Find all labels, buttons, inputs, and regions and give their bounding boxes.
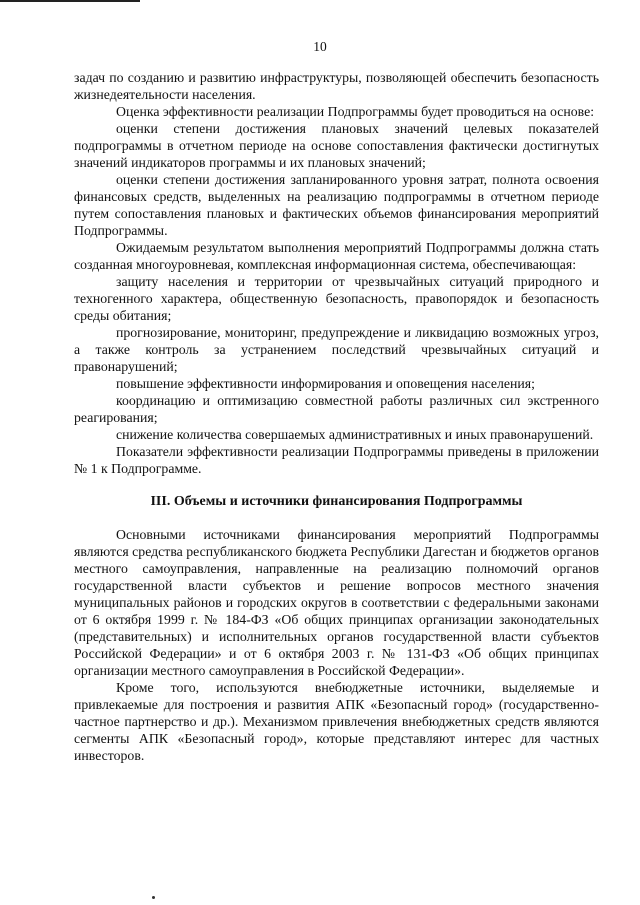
paragraph: Показатели эффективности реализации Подпрограммы приведены в приложении № 1 к Подпрограмме. [74,444,599,476]
paragraph: снижение количества совершаемых административных и иных правонарушений. [116,427,594,442]
paragraph: прогнозирование, мониторинг, предупреждение и ликвидацию возможных угроз, а также контроль за устранением последствий чрезвычайных ситуаций и правонарушений; [74,325,599,374]
paragraphs-before [74,69,599,477]
paragraph: Оценка эффективности реализации Подпрограммы будет проводиться на основе: [116,104,595,119]
paragraph: Кроме того, используются внебюджетные источники, выделяемые и привлекаемые для построения и развития АПК «Безопасный город» (государственно-частное партнерство и др.). Механизмом привлечения внебюджетных средств являются сегменты АПК «Безопасный город», которые представляют интерес для частных инвесторов. [74,680,599,763]
paragraph: защиту населения и территории от чрезвычайных ситуаций природного и техногенного характера, общественную безопасность, правопорядок и безопасность среды обитания; [74,274,599,323]
paragraph: Ожидаемым результатом выполнения мероприятий Подпрограммы должна стать созданная многоуровневая, комплексная информационная система, обеспечивающая: [74,240,599,272]
paragraph: оценки степени достижения запланированного уровня затрат, полнота освоения финансовых средств, выделенных на реализацию подпрограммы в отчетном периоде путем сопоставления плановых и фактических объемов финансирования мероприятий Подпрограммы. [74,172,599,238]
page-number: 10 [313,39,327,54]
paragraph: повышение эффективности информирования и оповещения населения; [116,376,535,391]
document-body [74,69,599,764]
scan-dot [152,896,155,899]
top-rule [0,0,140,2]
paragraph: Основными источниками финансирования мероприятий Подпрограммы являются средства республиканского бюджета Республики Дагестан и бюджетов органов местного самоуправления, направленные на реализацию полномочий органов государственной власти субъектов и решение вопросов местного значения муниципальных районов и городских округов в соответствии с федеральными законами от 6 октября 1999 г. № 184-ФЗ «Об общих принципах организации законодательных (представительных) и исполнительных органов государственной власти субъектов Российской Федерации» и от 6 октября 2003 г. № 131-ФЗ «Об общих принципах организации местного самоуправления в Российской Федерации». [74,527,599,678]
section-heading: III. Объемы и источники финансирования Подпрограммы [150,494,523,509]
paragraph: задач по созданию и развитию инфраструктуры, позволяющей обеспечить безопасность жизнедеятельности населения. [74,70,599,102]
paragraph: координацию и оптимизацию совместной работы различных сил экстренного реагирования; [74,393,599,425]
paragraphs-after [74,526,599,764]
paragraph: оценки степени достижения плановых значений целевых показателей подпрограммы в отчетном периоде на основе сопоставления фактически достигнутых значений индикаторов программы и их плановых значений; [74,121,599,170]
